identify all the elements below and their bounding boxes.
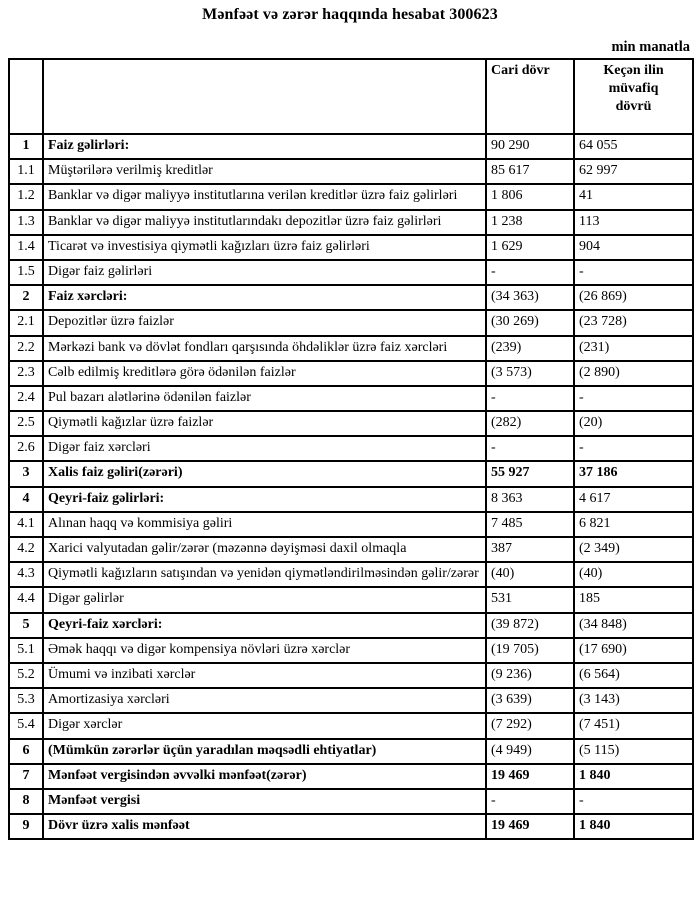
row-number-cell: 4 — [9, 487, 43, 512]
previous-period-value: - — [574, 789, 693, 814]
row-label-cell: Digər xərclər — [43, 713, 486, 738]
column-header-label — [43, 59, 486, 134]
previous-period-value: 6 821 — [574, 512, 693, 537]
row-label-cell: Alınan haqq və kommisiya gəliri — [43, 512, 486, 537]
row-label-cell: Dövr üzrə xalis mənfəət — [43, 814, 486, 839]
current-period-value: (30 269) — [486, 310, 574, 335]
column-header-current-period: Cari dövr — [486, 59, 574, 134]
current-period-value: 7 485 — [486, 512, 574, 537]
previous-period-value: (2 349) — [574, 537, 693, 562]
current-period-value: - — [486, 260, 574, 285]
row-label-cell: Xalis faiz gəliri(zərəri) — [43, 461, 486, 486]
previous-period-value: 904 — [574, 235, 693, 260]
table-row — [9, 663, 693, 688]
previous-period-value: 37 186 — [574, 461, 693, 486]
row-label-cell: Əmək haqqı və digər kompensiya növləri üzrə xərclər — [43, 638, 486, 663]
table-row — [9, 134, 693, 159]
previous-period-value: (5 115) — [574, 739, 693, 764]
current-period-value: - — [486, 436, 574, 461]
current-period-value: 387 — [486, 537, 574, 562]
table-row — [9, 814, 693, 839]
table-row — [9, 764, 693, 789]
row-number-cell: 2.2 — [9, 336, 43, 361]
row-label-cell: Qiymətli kağızlar üzrə faizlər — [43, 411, 486, 436]
row-label-cell: Faiz xərcləri: — [43, 285, 486, 310]
row-number-cell: 1.5 — [9, 260, 43, 285]
row-number-cell: 2 — [9, 285, 43, 310]
row-label-cell: Qiymətli kağızların satışından və yenidən qiymətləndirilməsindən gəlir/zərər — [43, 562, 486, 587]
row-number-cell: 1.4 — [9, 235, 43, 260]
previous-period-value: (6 564) — [574, 663, 693, 688]
table-row — [9, 613, 693, 638]
row-label-cell: Qeyri-faiz xərcləri: — [43, 613, 486, 638]
row-number-cell: 2.6 — [9, 436, 43, 461]
current-period-value: 19 469 — [486, 814, 574, 839]
previous-period-value: (26 869) — [574, 285, 693, 310]
current-period-value: 8 363 — [486, 487, 574, 512]
row-label-cell: Digər gəlirlər — [43, 587, 486, 612]
row-number-cell: 2.4 — [9, 386, 43, 411]
previous-period-value: 41 — [574, 184, 693, 209]
row-number-cell: 2.3 — [9, 361, 43, 386]
current-period-value: 531 — [486, 587, 574, 612]
current-period-value: 19 469 — [486, 764, 574, 789]
previous-period-value: (20) — [574, 411, 693, 436]
table-row — [9, 487, 693, 512]
row-number-cell: 5.2 — [9, 663, 43, 688]
row-label-cell: Mənfəət vergisi — [43, 789, 486, 814]
table-row — [9, 537, 693, 562]
table-row — [9, 461, 693, 486]
current-period-value: (40) — [486, 562, 574, 587]
column-header-number — [9, 59, 43, 134]
row-number-cell: 1.1 — [9, 159, 43, 184]
previous-period-value: (231) — [574, 336, 693, 361]
previous-period-value: 113 — [574, 210, 693, 235]
table-row — [9, 285, 693, 310]
previous-period-value: 1 840 — [574, 814, 693, 839]
table-row — [9, 411, 693, 436]
current-period-value: (4 949) — [486, 739, 574, 764]
pnl-table — [8, 58, 694, 840]
row-label-cell: Mənfəət vergisindən əvvəlki mənfəət(zərər) — [43, 764, 486, 789]
table-row — [9, 336, 693, 361]
table-row — [9, 386, 693, 411]
row-number-cell: 4.3 — [9, 562, 43, 587]
current-period-value: (239) — [486, 336, 574, 361]
row-label-cell: (Mümkün zərərlər üçün yaradılan məqsədli ehtiyatlar) — [43, 739, 486, 764]
row-label-cell: Banklar və digər maliyyə institutlarına verilən kreditlər üzrə faiz gəlirləri — [43, 184, 486, 209]
row-number-cell: 5 — [9, 613, 43, 638]
row-label-cell: Pul bazarı alətlərinə ödənilən faizlər — [43, 386, 486, 411]
row-label-cell: Cəlb edilmiş kreditlərə görə ödənilən faizlər — [43, 361, 486, 386]
row-number-cell: 3 — [9, 461, 43, 486]
pnl-table-body — [9, 134, 693, 839]
row-number-cell: 2.1 — [9, 310, 43, 335]
table-row — [9, 310, 693, 335]
previous-period-value: - — [574, 260, 693, 285]
document-title: Mənfəət və zərər haqqında hesabat 300623 — [202, 6, 498, 23]
row-number-cell: 4.1 — [9, 512, 43, 537]
previous-period-value: 64 055 — [574, 134, 693, 159]
column-header-previous-period-text: Keçən ilin müvafiq dövrü — [603, 63, 664, 115]
current-period-value: (34 363) — [486, 285, 574, 310]
previous-period-value: 185 — [574, 587, 693, 612]
current-period-value: (9 236) — [486, 663, 574, 688]
row-number-cell: 4.4 — [9, 587, 43, 612]
current-period-value: 55 927 — [486, 461, 574, 486]
row-label-cell: Digər faiz xərcləri — [43, 436, 486, 461]
row-label-cell: Xarici valyutadan gəlir/zərər (məzənnə dəyişməsi daxil olmaqla — [43, 537, 486, 562]
current-period-value: - — [486, 386, 574, 411]
row-number-cell: 9 — [9, 814, 43, 839]
table-row — [9, 713, 693, 738]
unit-note: min manatla — [611, 39, 690, 55]
table-row — [9, 184, 693, 209]
previous-period-value: (7 451) — [574, 713, 693, 738]
current-period-value: (39 872) — [486, 613, 574, 638]
row-number-cell: 8 — [9, 789, 43, 814]
header-row — [9, 59, 693, 134]
table-row — [9, 562, 693, 587]
current-period-value: 85 617 — [486, 159, 574, 184]
row-number-cell: 2.5 — [9, 411, 43, 436]
row-number-cell: 5.3 — [9, 688, 43, 713]
current-period-value: (7 292) — [486, 713, 574, 738]
row-label-cell: Faiz gəlirləri: — [43, 134, 486, 159]
row-number-cell: 1.3 — [9, 210, 43, 235]
current-period-value: 1 238 — [486, 210, 574, 235]
pnl-table-header — [9, 59, 693, 134]
previous-period-value: 1 840 — [574, 764, 693, 789]
table-row — [9, 739, 693, 764]
table-row — [9, 512, 693, 537]
previous-period-value: (3 143) — [574, 688, 693, 713]
table-row — [9, 436, 693, 461]
current-period-value: (3 639) — [486, 688, 574, 713]
previous-period-value: (34 848) — [574, 613, 693, 638]
table-row — [9, 235, 693, 260]
table-row — [9, 789, 693, 814]
row-label-cell: Digər faiz gəlirləri — [43, 260, 486, 285]
previous-period-value: - — [574, 436, 693, 461]
row-number-cell: 6 — [9, 739, 43, 764]
row-label-cell: Banklar və digər maliyyə institutlarındakı depozitlər üzrə faiz gəlirləri — [43, 210, 486, 235]
row-label-cell: Müştərilərə verilmiş kreditlər — [43, 159, 486, 184]
previous-period-value: (2 890) — [574, 361, 693, 386]
row-label-cell: Depozitlər üzrə faizlər — [43, 310, 486, 335]
row-label-cell: Amortizasiya xərcləri — [43, 688, 486, 713]
current-period-value: 90 290 — [486, 134, 574, 159]
table-row — [9, 638, 693, 663]
row-label-cell: Ticarət və investisiya qiymətli kağızları üzrə faiz gəlirləri — [43, 235, 486, 260]
table-row — [9, 587, 693, 612]
previous-period-value: 4 617 — [574, 487, 693, 512]
row-label-cell: Ümumi və inzibati xərclər — [43, 663, 486, 688]
previous-period-value: (40) — [574, 562, 693, 587]
report-page — [8, 0, 692, 840]
table-row — [9, 361, 693, 386]
current-period-value: - — [486, 789, 574, 814]
current-period-value: (3 573) — [486, 361, 574, 386]
row-number-cell: 5.1 — [9, 638, 43, 663]
table-row — [9, 159, 693, 184]
current-period-value: (19 705) — [486, 638, 574, 663]
table-row — [9, 210, 693, 235]
table-row — [9, 688, 693, 713]
column-header-previous-period — [574, 59, 693, 134]
previous-period-value: 62 997 — [574, 159, 693, 184]
row-number-cell: 1.2 — [9, 184, 43, 209]
previous-period-value: (17 690) — [574, 638, 693, 663]
current-period-value: 1 629 — [486, 235, 574, 260]
row-number-cell: 7 — [9, 764, 43, 789]
current-period-value: 1 806 — [486, 184, 574, 209]
row-number-cell: 1 — [9, 134, 43, 159]
row-label-cell: Qeyri-faiz gəlirləri: — [43, 487, 486, 512]
table-row — [9, 260, 693, 285]
row-number-cell: 5.4 — [9, 713, 43, 738]
previous-period-value: - — [574, 386, 693, 411]
current-period-value: (282) — [486, 411, 574, 436]
row-number-cell: 4.2 — [9, 537, 43, 562]
previous-period-value: (23 728) — [574, 310, 693, 335]
row-label-cell: Mərkəzi bank və dövlət fondları qarşısında öhdəliklər üzrə faiz xərcləri — [43, 336, 486, 361]
